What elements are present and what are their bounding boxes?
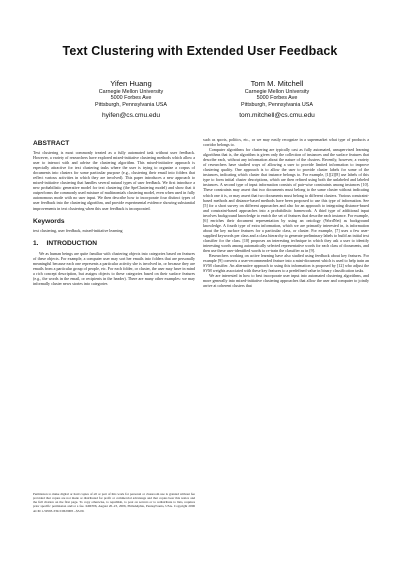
right-column	[203, 137, 369, 288]
author-block-2	[192, 79, 362, 120]
body-paragraph: We are interested in how to best incorporate user input into automated clustering algorithms, and more generally into mixed-initiative clustering approaches that allow the user and computer to jointly arrive at coherent clusters that	[203, 273, 369, 289]
intro-paragraph: We as human beings are quite familiar with clustering objects into categories based on features of these objects. For example, a computer user may sort her emails into folders that are personally meaningful because each one represents a particular activity she is involved in, or because they are emails from a particular group of people, etc. For each folder, or cluster, the user may have in mind a rich concept description, but assigns objects to these categories based on their surface features (e.g., the words in the email, or recipients in the header). There are many other examples: we may informally cluster news stories into categories	[33, 250, 195, 286]
keywords-heading: Keywords	[33, 217, 65, 225]
author-city: Pittsburgh, Pennsylvania USA	[95, 101, 167, 108]
copyright-footnote: Permission to make digital or hard copies of all or part of this work for personal or classroom use is granted without fee provided that copies are not made or distributed for profit or commercial advantage and that copies bear this notice and the full citation on the first page. To copy otherwise, to republish, to post on servers or to redistribute to lists, requires prior specific permission and/or a fee. KDD'06, August 20–23, 2006, Philadelphia, Pennsylvania, USA. Copyright 2006 ACM 1-59593-339-5/06/0008 ...$5.00.	[33, 492, 195, 513]
author-city: Pittsburgh, Pennsylvania USA	[241, 101, 313, 108]
author-name: Yifen Huang	[110, 79, 152, 88]
body-paragraph: Computer algorithms for clustering are typically cast as fully automated, unsupervised learning algorithms that is, the algorithm is given only the collection of instances and the surface features that describe each, without any information about the nature of the clusters. Recently, however, a variety of researchers have studied ways of allowing a user to provide limited information to improve clustering quality. One approach is to allow the user to provide cluster labels for some of the instances, indicating which cluster that instance belongs to. For example, [1][2][8] use labels of this type to form initial cluster descriptions, which are then refined using both the unlabeled and labeled instances. A second type of input information consists of pair-wise constraints among instances [10]. These constraints may assert that two documents must belong to the same cluster without indicating which one it is, or may assert that two documents must belong to different clusters. Various constraint-based methods and distance-based methods have been proposed to use this type of information. See [5] for a short survey on different approaches and also for an approach to integrating distance-based and constraint-based approaches into a probabilistic framework. A third type of additional input involves background knowledge to enrich the set of features that describe each instance. For example, [6] enriches their document representation by using an ontology (WordNet) as background knowledge. A fourth type of extra information, which we are primarily interested in, is information about the key surface features for a particular class, or cluster. For example, [7] uses a few user-supplied keywords per class and a class hierarchy to generate preliminary labels to build an initial text classifier for the class. [10] proposes an interesting technique in which they ask a user to identify interesting words among automatically selected representative words for each class of documents, and then use these user-identified words to re-train the classifier as in [9].	[203, 147, 369, 254]
abstract-heading: ABSTRACT	[33, 140, 70, 147]
author-affiliation: Carnegie Mellon University	[98, 89, 164, 95]
author-name: Tom M. Mitchell	[250, 79, 304, 88]
author-affiliation: Carnegie Mellon University	[244, 89, 310, 95]
keywords-text: text clustering, user feedback, mixed-initiative learning	[33, 227, 123, 233]
body-paragraph: such as sports, politics, etc., or we may easily recognize in a supermarket what type of products a corridor belongs to.	[203, 137, 369, 148]
section-title: INTRODUCTION	[46, 239, 98, 247]
author-email: hyifen@cs.cmu.edu	[101, 111, 160, 119]
left-column	[33, 140, 195, 286]
body-paragraph: Researchers working on active learning have also studied using feedback about key features. For example [9] converts a user-recommended feature into a mini-document which is used to help train an SVM classifier. An alternative approach to using this information is proposed by [12] who adjust the SVM weights associated with these key features to a predefined value in binary classification tasks.	[203, 253, 369, 274]
author-email: tom.mitchell@cs.cmu.edu	[239, 111, 315, 119]
abstract-text: Text clustering is most commonly treated as a fully automated task without user feedback. However, a variety of researchers have explored mixed-initiative clustering methods which allow a user to interact with and advise the clustering algorithm. This mixed-initiative approach is especially attractive for text clustering tasks where the user is trying to organize a corpus of documents into clusters for some particular purpose (e.g., clustering their email into folders that reflect various activities in which they are involved). This paper introduces a new approach to mixed-initiative clustering that handles several natural types of user feedback. We first introduce a new probabilistic generative model for text clustering (the SpeClustering model) and show that it outperforms the commonly used mixture of multinomials clustering model, even when used in fully autonomous mode with no user input. We then describe how to incorporate four distinct types of user feedback into the clustering algorithm, and provide experimental evidence showing substantial improvements in text clustering when this user feedback is incorporated.	[33, 150, 195, 211]
section-heading	[33, 240, 195, 248]
author-address: 5000 Forbes Ave	[256, 95, 298, 102]
author-block-1	[46, 79, 216, 120]
author-address: 5000 Forbes Ave	[110, 95, 152, 102]
section-number: 1.	[33, 239, 39, 247]
paper-title: Text Clustering with Extended User Feedback	[62, 44, 338, 58]
